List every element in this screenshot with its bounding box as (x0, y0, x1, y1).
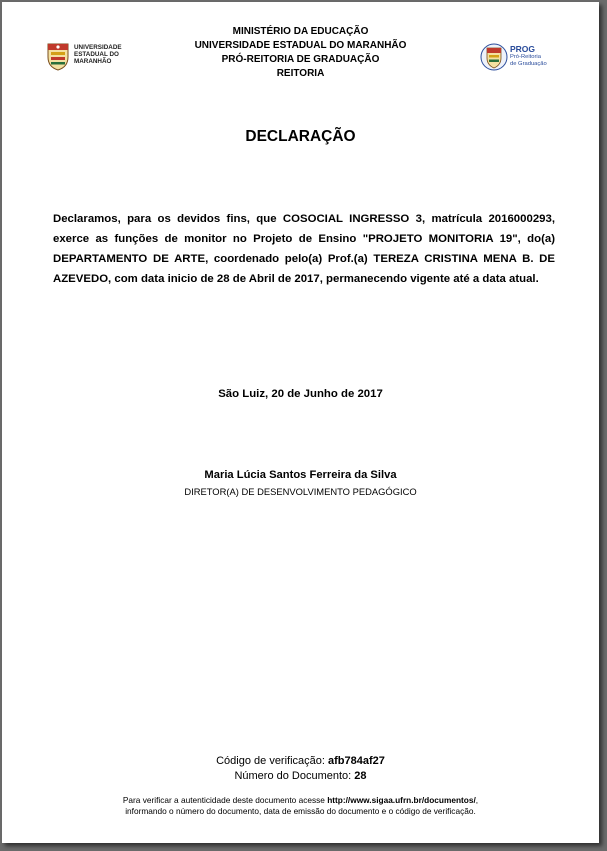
document-page (2, 2, 599, 843)
footer-line1 (2, 795, 599, 806)
prog-logo-line1: Pró-Reitoria (510, 54, 541, 60)
verification-block (2, 754, 599, 784)
verification-url-link[interactable]: http://www.sigaa.ufrn.br/documentos/ (327, 795, 476, 805)
prog-logo-title: PROG (510, 44, 536, 54)
footer-comma: , (475, 795, 479, 805)
document-number-line (2, 769, 599, 784)
university-logo-line1: UNIVERSIDADE (74, 44, 122, 51)
verification-code: afb784af27 (328, 755, 385, 767)
header-ministry: MINISTÉRIO DA EDUCAÇÃO (232, 26, 369, 37)
prog-logo-line2: de Graduação (510, 60, 547, 67)
signatory-role: DIRETOR(A) DE DESENVOLVIMENTO PEDAGÓGICO (184, 486, 417, 497)
prog-logo (480, 42, 570, 74)
document-footer (2, 795, 599, 817)
document-title: DECLARAÇÃO (245, 128, 356, 145)
prog-crest-icon (480, 42, 508, 72)
university-logo-line2: ESTADUAL DO (74, 51, 119, 59)
verification-code-label: Código de verificação: (216, 755, 329, 767)
header-rectory: REITORIA (276, 68, 325, 79)
header-university: UNIVERSIDADE ESTADUAL DO MARANHÃO (194, 40, 407, 51)
document-number: 28 (354, 770, 367, 782)
declaration-paragraph: Declaramos, para os devidos fins, que COSOCIAL INGRESSO 3, matrícula 2016000293, exerce as funções de monitor no Projeto de Ensino "PROJETO MONITORIA 19", do(a) DEPARTAMENTO DE ARTE, coordenado pelo(a) Prof.(a) TEREZA CRISTINA MENA B. DE AZEVEDO, com data inicio de 28 de Abril de 2017, permanecendo vigente até a data atual. (53, 213, 555, 285)
header-pro-rectory: PRÓ-REITORIA DE GRADUAÇÃO (221, 54, 380, 65)
signatory-name: Maria Lúcia Santos Ferreira da Silva (204, 469, 397, 481)
verification-code-line (2, 754, 599, 769)
university-logo-line3: MARANHÃO (74, 58, 112, 66)
footer-text1: Para verificar a autenticidade deste documento acesse (122, 795, 328, 805)
place-date: São Luiz, 20 de Junho de 2017 (218, 388, 383, 400)
prog-logo-subtitle (510, 54, 547, 68)
footer-line2: informando o número do documento, data de emissão do documento e o código de verificação. (125, 806, 476, 816)
document-number-label: Número do Documento: (234, 770, 355, 782)
